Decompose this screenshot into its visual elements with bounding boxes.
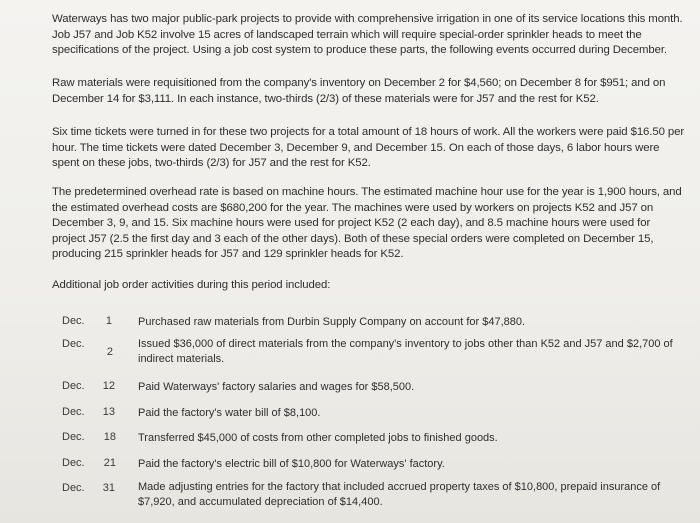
activity-month: Dec. <box>62 338 85 350</box>
activity-description: Issued $36,000 of direct materials from the company's inventory to jobs other than K52 and J57 and $2,700 of indirect materials. <box>138 338 673 365</box>
activity-description: Paid the factory's electric bill of $10,800 for Waterways' factory. <box>138 458 445 470</box>
activity-description: Made adjusting entries for the factory that included accrued property taxes of $10,800, prepaid insurance of $7,920, and accumulated depreciation of $14,400. <box>138 481 661 508</box>
raw-materials-paragraph: Raw materials were requisitioned from the company's inventory on December 2 for $4,560; on December 8 for $951; and on December 14 for $3,111. In each instance, two-thirds (2/3) of these materials were for J57 and the rest for K52. <box>52 77 666 105</box>
activity-description: Paid the factory's water bill of $8,100. <box>138 407 321 419</box>
activity-day: 13 <box>102 406 115 418</box>
activity-month: Dec. <box>62 406 85 418</box>
overhead-paragraph: The predetermined overhead rate is based on machine hours. The estimated machine hour use for the year is 1,900 hours, and the estimated overhead costs are $680,200 for the year. The machines were used by workers on projects K52 and J57 on December 3, 9, and 15. Six machine hours were used for project K52 (2 each day), and 8.5 machine hours were used for project J57 (2.5 the first day and 3 each of the other days). Both of these special orders were completed on December 15, producing 215 sprinkler heads for J57 and 129 sprinkler heads for K52. <box>52 186 682 261</box>
activity-day: 12 <box>102 380 115 392</box>
activity-month: Dec. <box>62 380 85 392</box>
activity-day: 21 <box>103 457 116 469</box>
activity-day: 2 <box>106 346 113 358</box>
activity-month: Dec. <box>62 457 85 469</box>
activity-month: Dec. <box>62 315 85 327</box>
activity-description: Transferred $45,000 of costs from other completed jobs to finished goods. <box>138 432 498 444</box>
activity-day: 1 <box>105 315 112 327</box>
additional-activities-heading: Additional job order activities during this period included: <box>52 279 331 291</box>
activity-day: 31 <box>102 482 115 494</box>
intro-paragraph: Waterways has two major public-park projects to provide with comprehensive irrigation in one of its service locations this month. Job J57 and Job K52 involve 15 acres of landscaped terrain which will require special-order sprinkler heads to meet the specifications of the project. Using a job cost system to produce these parts, the following events occurred during December. <box>52 13 683 57</box>
activity-description: Purchased raw materials from Durbin Supply Company on account for $47,880. <box>138 316 526 328</box>
activity-month: Dec. <box>62 482 85 494</box>
time-tickets-paragraph: Six time tickets were turned in for these two projects for a total amount of 18 hours of work. All the workers were paid $16.50 per hour. The time tickets were dated December 3, December 9, and December 15. On each of those days, 6 labor hours were spent on these jobs, two-thirds (2/3) for J57 and the rest for K52. <box>52 126 685 170</box>
activity-month: Dec. <box>62 431 85 443</box>
activity-description: Paid Waterways' factory salaries and wages for $58,500. <box>138 381 415 393</box>
activity-day: 18 <box>103 431 116 443</box>
